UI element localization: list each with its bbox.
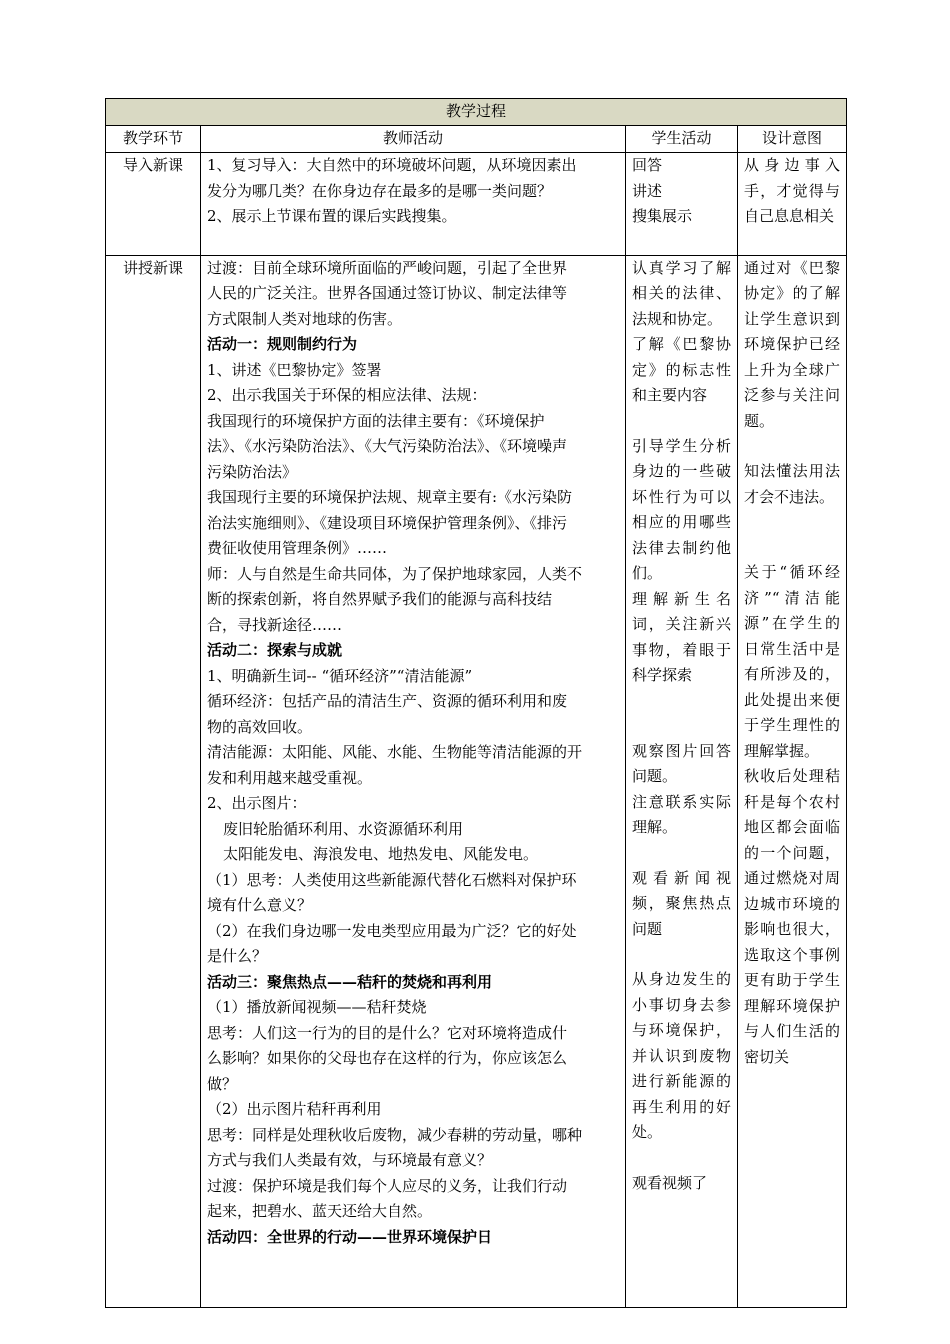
text-line: 人民的广泛关注。世界各国通过签订协议、制定法律等	[207, 284, 568, 302]
text-paragraph: 观看视频了	[632, 1173, 708, 1192]
text-paragraph: 从身边事入手，才觉得与自己息息相关	[744, 156, 841, 225]
activity-heading: 活动二：探索与成就	[207, 641, 343, 659]
text-line: 2、出示图片：	[207, 794, 307, 812]
header-design-intent: 设计意图	[738, 126, 847, 153]
teaching-process-table	[105, 98, 847, 1308]
activity-heading: 活动三：聚焦热点——秸秆的焚烧和再利用	[207, 972, 493, 991]
text-line: 过渡：保护环境是我们每个人应尽的义务，让我们行动	[207, 1176, 568, 1195]
text-line: 1、讲述《巴黎协定》签署	[207, 360, 382, 379]
text-line: （1）思考：人类使用这些新能源代替化石燃料对保护环	[207, 870, 577, 889]
text-line: 废旧轮胎循环利用、水资源循环利用	[223, 819, 464, 838]
text-line: 么影响？如果你的父母也存在这样的行为，你应该怎么	[207, 1049, 568, 1067]
text-line: 境有什么意义？	[207, 896, 313, 914]
text-paragraph: 知法懂法用法才会不违法。	[744, 462, 841, 506]
text-paragraph: 理解新生名词，关注新兴事物，着眼于科学探索	[632, 589, 731, 684]
text-line: 方式限制人类对地球的伤害。	[207, 309, 403, 328]
text-line: 我国现行的环境保护方面的法律主要有：《环境保护	[207, 411, 545, 430]
text-line: 循环经济：包括产品的清洁生产、资源的循环利用和废	[207, 692, 568, 710]
text-line: 1、明确新生词-- “循环经济”“清洁能源”	[207, 666, 473, 685]
text-line: （2）出示图片秸秆再利用	[207, 1100, 382, 1118]
text-line: 太阳能发电、海浪发电、地热发电、风能发电。	[223, 845, 539, 863]
text-line: 物的高效回收。	[207, 717, 313, 736]
text-paragraph: 从身边发生的小事切身去参与环境保护，并认识到废物进行新能源的再生利用的好处。	[632, 970, 731, 1141]
text-line: 过渡：目前全球环境所面临的严峻问题，引起了全世界	[207, 258, 568, 277]
header-teacher-activity: 教师活动	[201, 126, 626, 153]
text-paragraph: 引导学生分析身边的一些破坏性行为可以相应的用哪些法律去制约他们。	[632, 436, 731, 582]
text-line: 思考：同样是处理秋收后废物，减少春耕的劳动量，哪种	[207, 1125, 583, 1144]
text-line: 断的探索创新，将自然界赋予我们的能源与高科技结	[207, 590, 553, 608]
table-row	[106, 255, 847, 1307]
text-line: （1）播放新闻视频——秸秆焚烧	[207, 998, 427, 1016]
text-line: 回答	[632, 156, 663, 174]
text-paragraph: 了解《巴黎协定》的标志性和主要内容	[632, 335, 731, 404]
text-line: 治法实施细则》、《建设项目环境保护管理条例》、《排污	[207, 513, 568, 532]
text-paragraph: 观看新闻视频，聚焦热点问题	[632, 868, 731, 938]
text-line: 费征收使用管理条例》……	[207, 539, 388, 557]
text-paragraph: 通过对《巴黎协定》的了解让学生意识到环境保护已经上升为全球广泛参与关注问题。	[744, 258, 841, 430]
stage-intro: 导入新课	[106, 153, 201, 256]
text-line: 思考：人们这一行为的目的是什么？它对环境将造成什	[207, 1023, 568, 1042]
text-line: （2）在我们身边哪一发电类型应用最为广泛？它的好处	[207, 921, 577, 940]
text-line: 发分为哪几类？在你身边存在最多的是哪一类问题？	[207, 181, 553, 200]
student-activity-lesson	[626, 255, 738, 1307]
text-line: 方式与我们人类最有效，与环境最有意义？	[207, 1151, 493, 1169]
text-line: 污染防治法》	[207, 462, 298, 481]
text-paragraph: 认真学习了解相关的法律、法规和协定。	[632, 258, 731, 328]
text-paragraph: 观察图片回答问题。	[632, 741, 731, 785]
text-line: 做？	[207, 1074, 238, 1093]
teacher-activity-lesson	[201, 255, 626, 1307]
text-line: 我国现行主要的环境保护法规、规章主要有:《水污染防	[207, 488, 573, 506]
text-line: 2、出示我国关于环保的相应法律、法规：	[207, 386, 487, 404]
text-paragraph: 注意联系实际理解。	[632, 792, 731, 836]
activity-heading: 活动一：规则制约行为	[207, 335, 358, 353]
activity-heading: 活动四：全世界的行动——世界环境保护日	[207, 1227, 493, 1246]
header-stage: 教学环节	[106, 126, 201, 153]
text-line: 2、展示上节课布置的课后实践搜集。	[207, 207, 457, 225]
text-line: 法》、《水污染防治法》、《大气污染防治法》、《环境噪声	[207, 437, 568, 455]
text-paragraph: 关于“循环经济”“清洁能源”在学生的日常生活中是有所涉及的，此处提出来便于学生理性的理解掌握。	[744, 563, 841, 760]
text-line: 1、复习导入：大自然中的环境破坏问题，从环境因素出	[207, 156, 577, 174]
text-line: 讲述	[632, 181, 663, 200]
table-row	[106, 153, 847, 256]
table-title: 教学过程	[106, 99, 847, 126]
design-intent-intro	[738, 153, 847, 256]
text-paragraph: 秋收后处理秸秆是每个农村地区都会面临的一个问题，通过燃烧对周边城市环境的影响也很大，选取这个事例更有助于学生理解环境保护与人们生活的密切关	[744, 767, 841, 1066]
table-header-row	[106, 126, 847, 153]
text-line: 师：人与自然是生命共同体，为了保护地球家园，人类不	[207, 564, 583, 583]
text-line: 合，寻找新途径……	[207, 615, 343, 634]
text-line: 发和利用越来越受重视。	[207, 768, 373, 787]
text-line: 是什么？	[207, 947, 268, 965]
student-activity-intro	[626, 153, 738, 256]
text-line: 清洁能源：太阳能、风能、水能、生物能等清洁能源的开	[207, 743, 583, 761]
teacher-activity-intro	[201, 153, 626, 256]
text-line: 起来，把碧水、蓝天还给大自然。	[207, 1202, 433, 1220]
header-student-activity: 学生活动	[626, 126, 738, 153]
text-line: 搜集展示	[632, 207, 693, 225]
stage-new-lesson: 讲授新课	[106, 255, 201, 1307]
design-intent-lesson	[738, 255, 847, 1307]
